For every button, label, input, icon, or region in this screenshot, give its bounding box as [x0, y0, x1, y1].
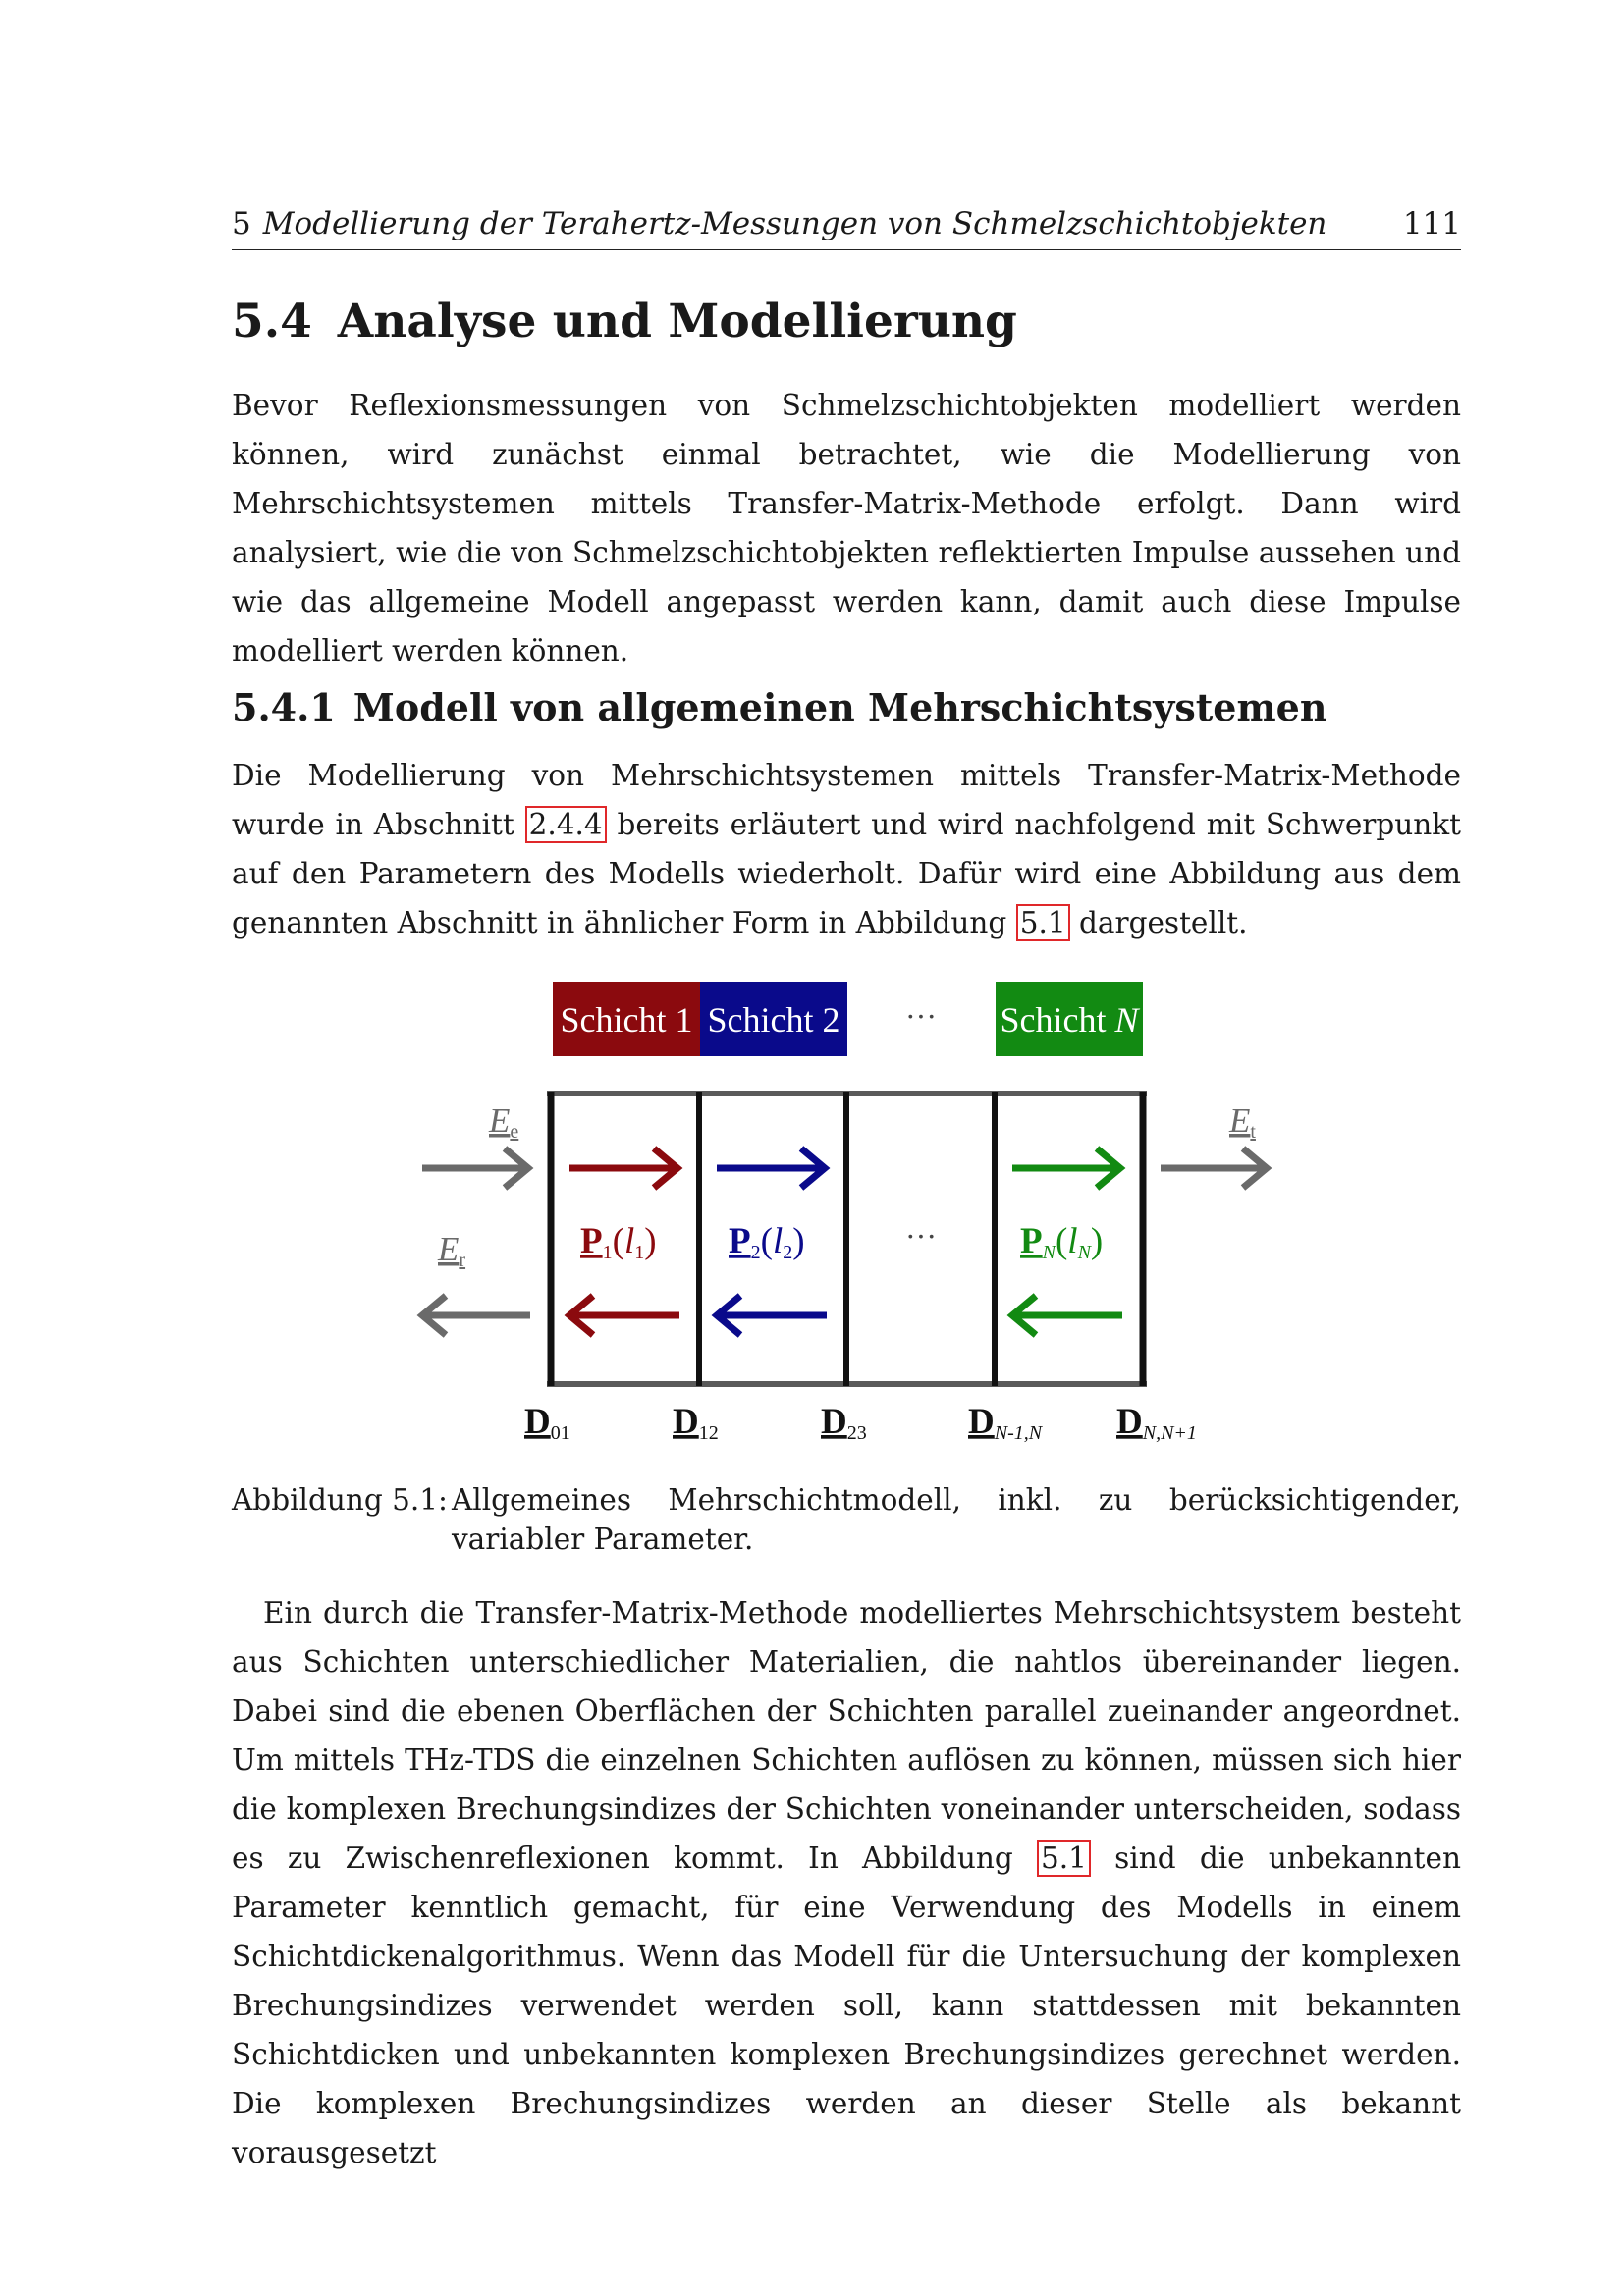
- layer-n-backward-arrow: [1012, 1296, 1122, 1335]
- layer-2-label: Schicht 2: [707, 1000, 840, 1040]
- interface-matrix-n-n1-symbol: D: [1116, 1402, 1143, 1442]
- layer-1-thickness-symbol: l: [623, 1221, 635, 1261]
- layer-n-label: [1001, 1000, 1141, 1040]
- propagation-matrix-1-subscript: 1: [602, 1242, 613, 1263]
- subsection-heading: [232, 685, 1326, 729]
- page-number: 111: [1402, 206, 1461, 241]
- transmitted-field-subscript: t: [1250, 1121, 1256, 1143]
- running-head-title: [232, 206, 1326, 241]
- chapter-number: 5: [232, 206, 251, 241]
- figure-reference-link[interactable]: 5.1: [1016, 904, 1070, 941]
- section-title: Analyse und Modellierung: [337, 294, 1017, 348]
- incident-arrow: [422, 1148, 528, 1188]
- layer-1-label: Schicht 1: [560, 1000, 693, 1040]
- propagation-matrix-n-symbol: P: [1020, 1221, 1043, 1261]
- layer-1-forward-arrow: [569, 1148, 677, 1188]
- interface-matrix-01-subscript: 01: [550, 1422, 570, 1444]
- interface-matrix-23-subscript: 23: [846, 1422, 867, 1444]
- reflected-arrow: [422, 1296, 530, 1335]
- propagation-matrix-1-symbol: P: [580, 1221, 603, 1261]
- chapter-title: Modellierung der Terahertz-Messungen von Schmelzschichtobjekten: [262, 206, 1327, 241]
- paragraph-2-text-3: dargestellt.: [1079, 906, 1248, 939]
- layer-n-thickness-symbol: l: [1067, 1221, 1078, 1261]
- figure-reference-link-2[interactable]: 5.1: [1037, 1840, 1091, 1877]
- interface-matrix-n-n1-subscript: N,N+1: [1142, 1422, 1197, 1444]
- layer-2-backward-arrow: [717, 1296, 827, 1335]
- interface-matrix-12: [673, 1402, 719, 1444]
- layer-ellipsis-top: ···: [905, 998, 937, 1034]
- transmitted-field-label: [1228, 1101, 1256, 1143]
- paragraph-3: [232, 1588, 1461, 2177]
- propagation-matrix-n-subscript: N: [1042, 1242, 1056, 1263]
- transmitted-arrow: [1161, 1148, 1267, 1188]
- reflected-field-symbol: E: [438, 1230, 460, 1268]
- interface-matrix-01: [524, 1402, 570, 1444]
- paragraph-3-text-2: sind die unbekannten Parameter kenntlich gemacht, für eine Verwendung des Modells in einem Schichtdickenalgorithmus. Wenn das Modell für die Untersuchung der komplexen Brechungsindizes verwendet werden soll, kann stattdessen mit bekannten Schichtdicken und unbekannten komplexen Brechungsindizes gerechnet werden. Die komplexen Brechungsindizes werden an dieser Stelle als bekannt vorausgesetzt: [232, 1842, 1461, 2169]
- transmitted-field-symbol: E: [1229, 1101, 1251, 1140]
- section-number: 5.4: [232, 294, 312, 348]
- interface-matrix-23-symbol: D: [821, 1402, 847, 1442]
- propagation-matrix-1: P1(l1): [580, 1221, 657, 1263]
- interface-matrix-23: [821, 1402, 867, 1444]
- subsection-number: 5.4.1: [232, 685, 336, 729]
- subsection-title: Modell von allgemeinen Mehrschichtsystemen: [352, 685, 1327, 729]
- paragraph-3-text-1: Ein durch die Transfer-Matrix-Methode modelliertes Mehrschichtsystem besteht aus Schichten unterschiedlicher Materialien, die nahtlos übereinander liegen. Dabei sind die ebenen Oberflächen der Schichten parallel zueinander angeordnet. Um mittels THz-TDS die einzelnen Schichten auflösen zu können, müssen sich hier die komplexen Brechungsindizes der Schichten voneinander unterscheiden, sodass es zu Zwischenreflexionen kommt. In Abbildung: [232, 1596, 1461, 1875]
- paragraph-2: [232, 751, 1461, 947]
- incident-field-label: [488, 1101, 518, 1143]
- paragraph-2-text-1: Die Modellierung von Mehrschichtsystemen mittels Transfer-Matrix-Methode wurde in Abschnitt: [232, 759, 1461, 841]
- interface-matrix-12-subscript: 12: [698, 1422, 719, 1444]
- interface-matrix-n-1-n: [968, 1402, 1044, 1444]
- running-head: [232, 206, 1461, 250]
- incident-field-subscript: e: [510, 1121, 519, 1143]
- incident-field-symbol: E: [489, 1101, 511, 1140]
- layer-1-thickness-subscript: 1: [634, 1242, 645, 1263]
- caption-text: Allgemeines Mehrschichtmodell, inkl. zu berücksichtigender, variabler Parameter.: [452, 1483, 1461, 1556]
- layer-ellipsis-middle: ···: [905, 1218, 937, 1254]
- interface-matrix-n-1-n-subscript: N-1,N: [994, 1422, 1043, 1444]
- propagation-matrix-2: P2(l2): [729, 1221, 805, 1263]
- caption-label: Abbildung 5.1:: [232, 1483, 448, 1517]
- reflected-field-subscript: r: [459, 1250, 466, 1271]
- layer-2-thickness-subscript: 2: [783, 1242, 793, 1263]
- propagation-matrix-2-subscript: 2: [750, 1242, 761, 1263]
- layer-n-thickness-subscript: N: [1077, 1242, 1091, 1263]
- section-reference-link[interactable]: 2.4.4: [525, 806, 607, 843]
- intro-paragraph: Bevor Reflexionsmessungen von Schmelzschichtobjekten modelliert werden können, wird zunächst einmal betrachtet, wie die Modellierung von Mehrschichtsystemen mittels Transfer-Matrix-Methode erfolgt. Dann wird analysiert, wie die von Schmelzschichtobjekten reflektierten Impulse aussehen und wie das allgemeine Modell angepasst werden kann, damit auch diese Impulse modelliert werden können.: [232, 389, 1461, 667]
- layer-n-label-var: N: [1114, 1000, 1139, 1040]
- interface-matrix-01-symbol: D: [524, 1402, 551, 1442]
- layer-2-thickness-symbol: l: [772, 1221, 784, 1261]
- paragraph-2-text-2: bereits erläutert und wird nachfolgend mit Schwerpunkt auf den Parametern des Modells wiederholt. Dafür wird eine Abbildung aus dem genannten Abschnitt in ähnlicher Form in Abbildung: [232, 808, 1461, 939]
- layer-2-forward-arrow: [717, 1148, 825, 1188]
- propagation-matrix-n: PN(lN): [1020, 1221, 1104, 1263]
- interface-matrix-n-n1: [1116, 1402, 1197, 1444]
- interface-matrix-n-1-n-symbol: D: [968, 1402, 995, 1442]
- section-heading: [232, 294, 1017, 348]
- layer-n-label-main: Schicht: [1000, 1000, 1115, 1040]
- layer-n-forward-arrow: [1012, 1148, 1120, 1188]
- reflected-field-label: [437, 1230, 465, 1271]
- layer-1-backward-arrow: [569, 1296, 679, 1335]
- interface-matrix-12-symbol: D: [673, 1402, 699, 1442]
- propagation-matrix-2-symbol: P: [729, 1221, 751, 1261]
